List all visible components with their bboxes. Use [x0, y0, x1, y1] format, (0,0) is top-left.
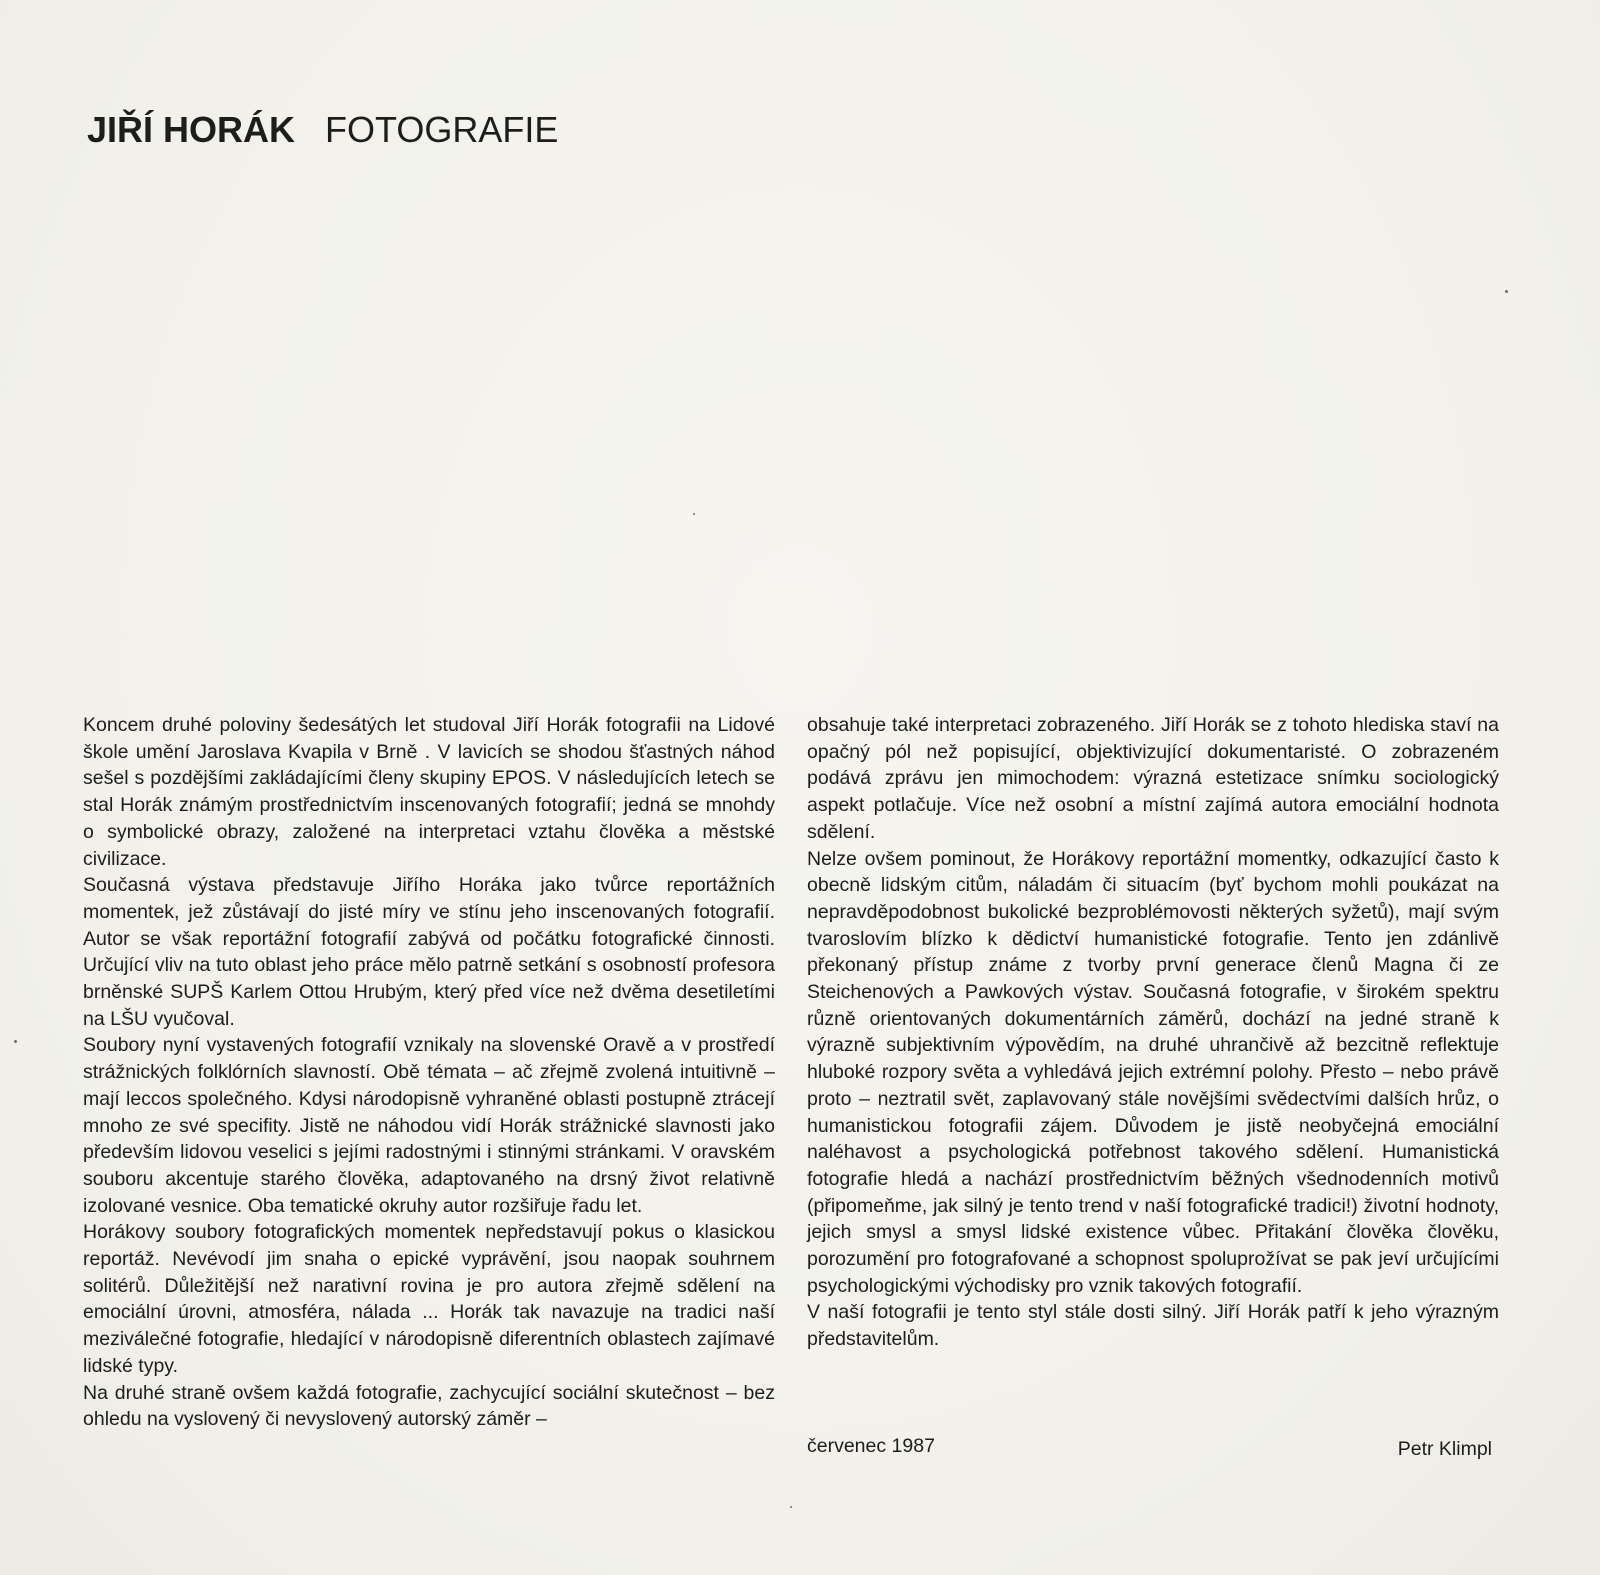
paragraph: Horákovy soubory fotografických momentek nepředstavují pokus o klasickou reportáž. Nevévodí jim snaha o epické vyprávění, jsou naopak souhrnem solitérů. Důležitější než narativní rovina je pro autora zřejmě sdělení na emociální úrovni, atmosféra, nálada ... Horák tak navazuje na tradici naší meziválečné fotografie, hledající v národopisně diferentních oblastech zajímavé lidské typy. [83, 1221, 775, 1377]
paragraph: Soubory nyní vystavených fotografií vznikaly na slovenské Oravě a v prostředí strážnických folklórních slavností. Obě témata – ač zřejmě zvolená intuitivně – mají leccos společného. Kdysi národopisně vyhraněné oblasti postupně ztrácejí mnoho ze své specifity. Jistě ne náhodou vidí Horák strážnické slavnosti jako především lidovou veselici s jejími radostnými i stinnými stránkami. V oravském souboru akcentuje starého člověka, adaptovaného na drsný život relativně izolované vesnice. Oba tematické okruhy autor rozšiřuje řadu let. [83, 1034, 775, 1217]
title-author: JIŘÍ HORÁK [87, 109, 296, 150]
paper-speck [790, 1506, 792, 1508]
title-subject: FOTOGRAFIE [325, 109, 559, 150]
paragraph: Současná výstava představuje Jiřího Horáka jako tvůrce reportážních momentek, jež zůstávají do jisté míry ve stínu jeho inscenovaných fotografií. Autor se však reportážní fotografií zabývá od počátku fotografické činnosti. Určující vliv na tuto oblast jeho práce mělo patrně setkání s osobností profesora brněnské SUPŠ Karlem Ottou Hrubým, který před více než dvěma desetiletími na LŠU vyučoval. [83, 874, 775, 1030]
paragraph: Koncem druhé poloviny šedesátých let studoval Jiří Horák fotografii na Lidové škole umění Jaroslava Kvapila v Brně . V lavicích se shodou šťastných náhod sešel s pozdějšími zakládajícími členy skupiny EPOS. V následujících letech se stal Horák známým prostřednictvím inscenovaných fotografií; jedná se mnohdy o symbolické obrazy, založené na interpretaci vztahu člověka a městské civilizace. [83, 714, 775, 870]
author-signature: Petr Klimpl [1397, 1438, 1492, 1460]
date-line: červenec 1987 [807, 1435, 935, 1457]
paragraph: obsahuje také interpretaci zobrazeného. Jiří Horák se z tohoto hlediska staví na opačný pól než popisující, objektivizující dokumentaristé. O zobrazeném podává zprávu jen mimochodem: výrazná estetizace snímku sociologický aspekt potlačuje. Více než osobní a místní zajímá autora emociální hodnota sdělení. [807, 714, 1499, 843]
page-title [87, 108, 558, 152]
paragraph: Nelze ovšem pominout, že Horákovy reportážní momentky, odkazující často k obecně lidským citům, náladám či situacím (byť bychom mohli poukázat na nepravděpodobnost bukolické bezproblémovosti některých syžetů), mají svým tvaroslovím blízko k dědictví humanistické fotografie. Tento jen zdánlivě překonaný přístup známe z tvorby první generace členů Magna či ze Steichenových a Pawkových výstav. Současná fotografie, v širokém spektru různě orientovaných dokumentárních záměrů, dochází na jedné straně k výrazně subjektivním výpovědím, na druhé uhrančivě až bezcitně reflektuje hluboké rozpory světa a vyhledává jejich extrémní polohy. Přesto – nebo právě proto – neztratil svět, zaplavovaný stále novějšími svědectvími dalších hrůz, o humanistickou fotografii zájem. Důvodem je jistě neobyčejná emociální naléhavost a psychologická potřebnost takového sdělení. Humanistická fotografie hledá a nachází prostřednictvím běžných všednodenních motivů (připomeňme, jak silný je tento trend v naší fotografické tradici!) životní hodnoty, jejich smysl a smysl lidské existence vůbec. Přitakání člověka člověku, porozumění pro fotografované a schopnost spoluprožívat se pak jeví určujícími psychologickými východisky pro vznik takových fotografií. [807, 847, 1499, 1297]
paper-speck [693, 513, 695, 515]
paragraph: V naší fotografii je tento styl stále dosti silný. Jiří Horák patří k jeho výrazným představitelům. [807, 1301, 1499, 1351]
left-text-column [83, 712, 775, 1433]
paragraph: Na druhé straně ovšem každá fotografie, zachycující sociální skutečnost – bez ohledu na vyslovený či nevyslovený autorský záměr – [83, 1381, 775, 1431]
paper-speck [14, 1040, 17, 1043]
paper-speck [1505, 290, 1508, 293]
right-text-column [807, 712, 1499, 1353]
